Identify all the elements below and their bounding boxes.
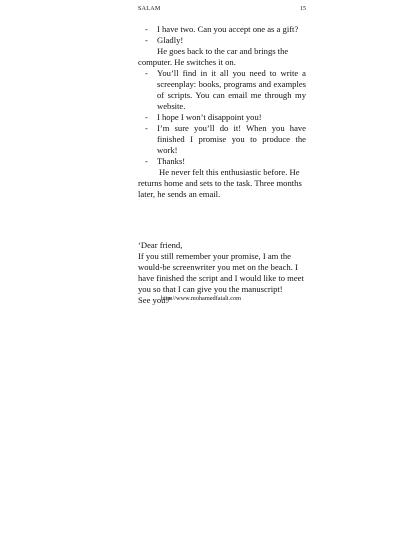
- dialogue-dash: -: [145, 123, 148, 133]
- letter-closing: See you!”: [138, 295, 173, 305]
- dialogue-text: I’m sure you’ll do it! When you have finished I promise you to produce the work!: [157, 123, 306, 155]
- dialogue-dash: -: [145, 68, 148, 78]
- dialogue-section: [138, 24, 306, 200]
- dialogue-text: I have two. Can you accept one as a gift?: [157, 24, 299, 34]
- dialogue-line: [138, 123, 306, 156]
- dialogue-dash: -: [145, 156, 148, 166]
- dialogue-text: You’ll find in it all you need to write a screenplay: books, programs and examples of scripts. You can email me through my website.: [157, 68, 306, 111]
- footer-website-url: http://www.mohamedfaiali.com: [161, 295, 242, 302]
- dialogue-line: [138, 112, 306, 123]
- narration-paragraph: He goes back to the car and brings the computer. He switches it on.: [138, 46, 289, 67]
- narration-paragraph: He never felt this enthusiastic before. He returns home and sets to the task. Three months later, he sends an email.: [138, 167, 302, 199]
- dialogue-line: [138, 156, 306, 167]
- dialogue-dash: -: [145, 35, 148, 45]
- page-number: 15: [300, 6, 306, 12]
- dialogue-line: [138, 35, 306, 46]
- letter-body: If you still remember your promise, I am the would-be screenwriter you met on the beach. I have finished the script and I would like to meet you so that I can give you the manuscript!: [138, 251, 304, 294]
- dialogue-text: Thanks!: [157, 156, 186, 166]
- dialogue-text: I hope I won’t disappoint you!: [157, 112, 262, 122]
- dialogue-line: [138, 24, 306, 35]
- dialogue-line: [138, 68, 306, 112]
- running-header-author: SALAM: [138, 6, 161, 12]
- dialogue-text: Gladly!: [157, 35, 184, 45]
- letter-salutation: ‘Dear friend,: [138, 240, 183, 250]
- dialogue-dash: -: [145, 24, 148, 34]
- dialogue-dash: -: [145, 112, 148, 122]
